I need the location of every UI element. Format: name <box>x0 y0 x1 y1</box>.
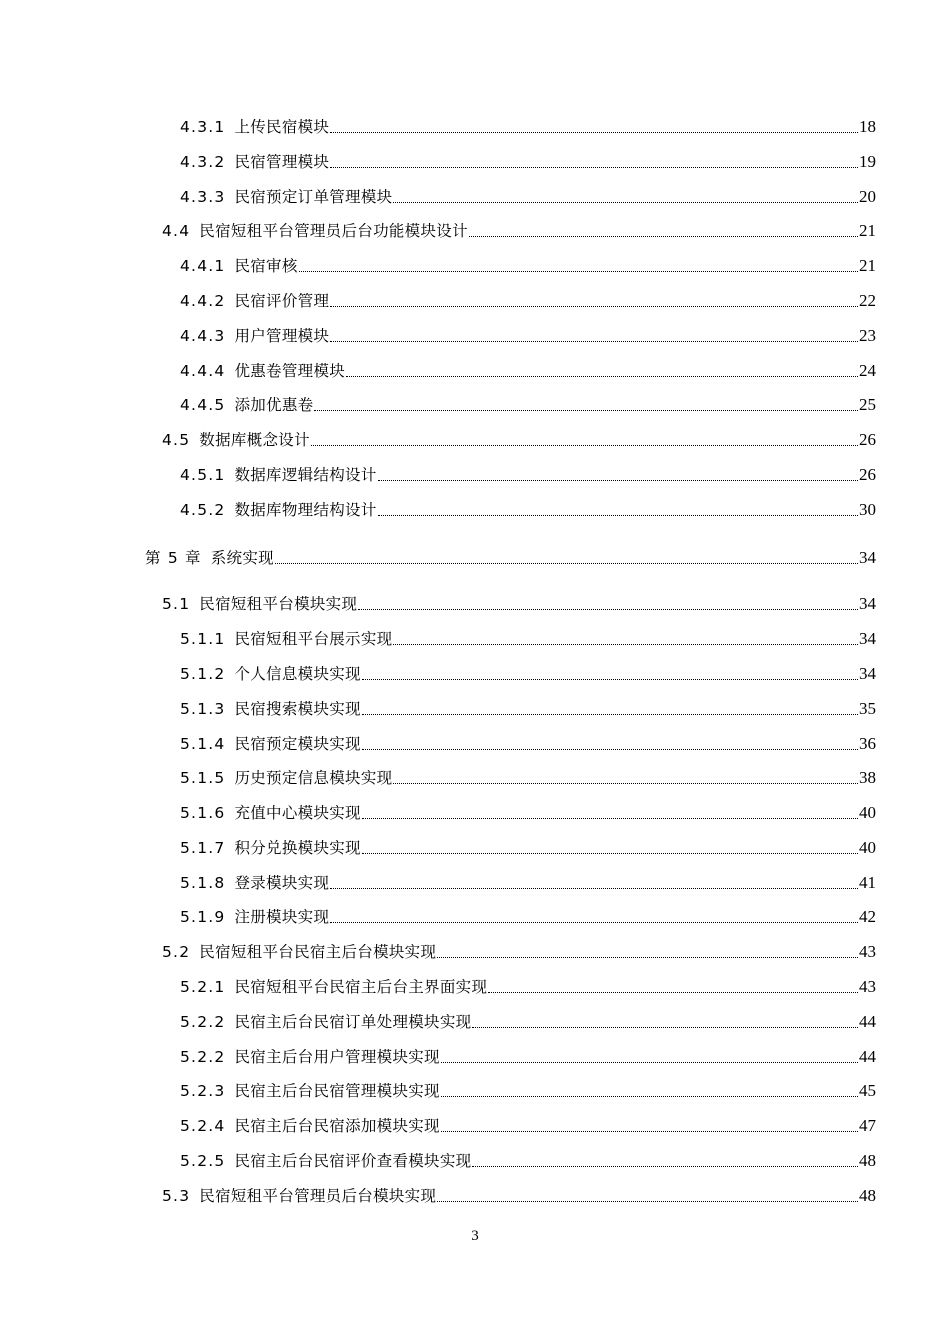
toc-entry[interactable] <box>180 253 876 279</box>
toc-entry-number: 5.1.5 <box>180 769 226 787</box>
toc-entry-number: 4.4.2 <box>180 292 226 310</box>
toc-dot-leader <box>358 609 858 610</box>
toc-entry-page: 45 <box>859 1081 876 1100</box>
toc-entry-number: 4.3.1 <box>180 118 226 136</box>
toc-entry-title: 民宿管理模块 <box>234 153 330 171</box>
toc-entry-title: 用户管理模块 <box>234 327 330 345</box>
toc-entry-title: 民宿短租平台民宿主后台模块实现 <box>199 943 437 961</box>
toc-dot-leader <box>330 306 858 307</box>
toc-entry-number: 5.1.9 <box>180 908 226 926</box>
toc-entry[interactable] <box>180 835 876 861</box>
toc-dot-leader <box>346 376 858 377</box>
toc-entry-title: 民宿短租平台民宿主后台主界面实现 <box>234 978 488 996</box>
toc-entry-page: 30 <box>859 500 876 519</box>
toc-entry-number: 4.5.2 <box>180 501 226 519</box>
toc-entry-page: 48 <box>859 1151 876 1170</box>
toc-entry-number: 5.1.6 <box>180 804 226 822</box>
toc-entry-page: 21 <box>859 256 876 275</box>
toc-entry-title: 系统实现 <box>210 549 274 567</box>
toc-entry-number: 4.3.3 <box>180 188 226 206</box>
toc-entry-page: 34 <box>859 548 876 567</box>
toc-entry[interactable] <box>180 184 876 210</box>
toc-dot-leader <box>472 1027 858 1028</box>
toc-entry[interactable] <box>162 218 876 244</box>
toc-entry-page: 25 <box>859 395 876 414</box>
toc-entry[interactable] <box>162 1183 876 1209</box>
toc-entry[interactable] <box>162 939 876 965</box>
toc-entry[interactable] <box>180 1113 876 1139</box>
toc-dot-leader <box>314 410 858 411</box>
page-number: 3 <box>471 1228 479 1244</box>
toc-entry[interactable] <box>180 323 876 349</box>
toc-entry-number: 5.1.8 <box>180 874 226 892</box>
toc-entry[interactable] <box>180 904 876 930</box>
toc-entry-page: 34 <box>859 664 876 683</box>
toc-entry[interactable] <box>180 497 876 523</box>
toc-entry-title: 登录模块实现 <box>234 874 330 892</box>
toc-entry-page: 38 <box>859 768 876 787</box>
toc-entry[interactable] <box>162 427 876 453</box>
toc-entry-title: 历史预定信息模块实现 <box>234 769 393 787</box>
toc-dot-leader <box>472 1166 858 1167</box>
toc-entry-title: 民宿预定模块实现 <box>234 735 361 753</box>
toc-entry-page: 43 <box>859 977 876 996</box>
toc-entry-number: 5.1 <box>162 595 191 613</box>
toc-dot-leader <box>330 132 858 133</box>
toc-dot-leader <box>275 563 858 564</box>
toc-dot-leader <box>330 888 858 889</box>
toc-entry[interactable] <box>180 392 876 418</box>
toc-dot-leader <box>299 271 858 272</box>
toc-entry-title: 民宿主后台用户管理模块实现 <box>234 1048 440 1066</box>
toc-entry-number: 4.5 <box>162 431 191 449</box>
toc-entry-page: 34 <box>859 594 876 613</box>
toc-entry-page: 23 <box>859 326 876 345</box>
toc-entry-page: 40 <box>859 803 876 822</box>
toc-entry[interactable] <box>180 114 876 140</box>
toc-dot-leader <box>311 445 858 446</box>
toc-dot-leader <box>469 236 858 237</box>
toc-entry-page: 44 <box>859 1012 876 1031</box>
toc-entry[interactable] <box>180 731 876 757</box>
toc-entry-title: 添加优惠卷 <box>234 396 314 414</box>
toc-entry-number: 4.4 <box>162 222 191 240</box>
toc-entry-title: 民宿短租平台展示实现 <box>234 630 393 648</box>
toc-dot-leader <box>393 783 858 784</box>
toc-entry-number: 第 5 章 <box>145 549 202 567</box>
toc-entry-title: 民宿评价管理 <box>234 292 330 310</box>
toc-dot-leader <box>362 714 858 715</box>
toc-dot-leader <box>362 749 858 750</box>
toc-entry-title: 个人信息模块实现 <box>234 665 361 683</box>
toc-dot-leader <box>362 853 858 854</box>
toc-entry-number: 5.2.4 <box>180 1117 226 1135</box>
toc-dot-leader <box>378 480 858 481</box>
toc-entry[interactable] <box>180 288 876 314</box>
toc-entry-title: 数据库概念设计 <box>199 431 310 449</box>
toc-entry-page: 41 <box>859 873 876 892</box>
toc-entry-title: 优惠卷管理模块 <box>234 362 346 380</box>
toc-entry-number: 5.2.5 <box>180 1152 226 1170</box>
toc-entry-title: 民宿主后台民宿添加模块实现 <box>234 1117 440 1135</box>
toc-entry-title: 民宿短租平台模块实现 <box>199 595 358 613</box>
toc-entry[interactable] <box>180 661 876 687</box>
toc-dot-leader <box>488 992 858 993</box>
toc-dot-leader <box>330 341 858 342</box>
toc-entry-page: 34 <box>859 629 876 648</box>
toc-entry-page: 43 <box>859 942 876 961</box>
toc-dot-leader <box>393 202 858 203</box>
toc-entry-title: 注册模块实现 <box>234 908 330 926</box>
toc-dot-leader <box>378 515 858 516</box>
toc-entry[interactable] <box>180 696 876 722</box>
toc-entry-number: 5.2.2 <box>180 1048 226 1066</box>
toc-entry[interactable] <box>180 1078 876 1104</box>
toc-entry-title: 民宿预定订单管理模块 <box>234 188 393 206</box>
toc-dot-leader <box>393 644 858 645</box>
toc-entry[interactable] <box>180 358 876 384</box>
toc-entry[interactable] <box>180 974 876 1000</box>
toc-entry-number: 4.4.4 <box>180 362 226 380</box>
toc-entry[interactable] <box>162 591 876 617</box>
toc-entry-page: 19 <box>859 152 876 171</box>
toc-entry-number: 5.1.1 <box>180 630 226 648</box>
toc-entry[interactable] <box>180 765 876 791</box>
toc-entry-number: 5.1.7 <box>180 839 226 857</box>
toc-entry-page: 44 <box>859 1047 876 1066</box>
toc-dot-leader <box>441 1096 858 1097</box>
toc-entry-number: 4.4.3 <box>180 327 226 345</box>
toc-dot-leader <box>330 167 858 168</box>
toc-entry-title: 民宿搜索模块实现 <box>234 700 361 718</box>
toc-dot-leader <box>362 818 858 819</box>
toc-entry[interactable] <box>180 870 876 896</box>
toc-entry-page: 40 <box>859 838 876 857</box>
toc-entry[interactable] <box>180 1148 876 1174</box>
toc-entry-number: 4.3.2 <box>180 153 226 171</box>
toc-dot-leader <box>437 957 858 958</box>
toc-dot-leader <box>362 679 858 680</box>
toc-entry-page: 35 <box>859 699 876 718</box>
toc-entry-title: 民宿主后台民宿订单处理模块实现 <box>234 1013 472 1031</box>
toc-entry-page: 21 <box>859 221 876 240</box>
toc-entry-title: 民宿审核 <box>234 257 298 275</box>
toc-dot-leader <box>330 922 858 923</box>
toc-entry-page: 47 <box>859 1116 876 1135</box>
toc-entry-number: 4.4.5 <box>180 396 226 414</box>
toc-entry-number: 5.3 <box>162 1187 191 1205</box>
toc-entry[interactable] <box>180 1044 876 1070</box>
toc-entry-title: 民宿短租平台管理员后台功能模块设计 <box>199 222 468 240</box>
toc-entry-title: 上传民宿模块 <box>234 118 330 136</box>
toc-entry-number: 4.5.1 <box>180 466 226 484</box>
toc-entry-page: 24 <box>859 361 876 380</box>
toc-entry-page: 20 <box>859 187 876 206</box>
toc-entry-page: 48 <box>859 1186 876 1205</box>
toc-entry-page: 26 <box>859 430 876 449</box>
toc-entry-title: 民宿主后台民宿评价查看模块实现 <box>234 1152 472 1170</box>
toc-entry-number: 5.1.4 <box>180 735 226 753</box>
toc-entry[interactable] <box>180 462 876 488</box>
toc-entry-title: 数据库逻辑结构设计 <box>234 466 377 484</box>
toc-entry-title: 积分兑换模块实现 <box>234 839 361 857</box>
toc-entry-page: 18 <box>859 117 876 136</box>
toc-entry-page: 36 <box>859 734 876 753</box>
toc-entry-number: 5.1.2 <box>180 665 226 683</box>
toc-entry[interactable] <box>180 800 876 826</box>
toc-entry-title: 数据库物理结构设计 <box>234 501 377 519</box>
toc-dot-leader <box>441 1062 858 1063</box>
toc-entry-title: 民宿主后台民宿管理模块实现 <box>234 1082 440 1100</box>
toc-entry-page: 22 <box>859 291 876 310</box>
toc-entry-title: 充值中心模块实现 <box>234 804 361 822</box>
toc-entry[interactable] <box>180 149 876 175</box>
toc-entry-title: 民宿短租平台管理员后台模块实现 <box>199 1187 437 1205</box>
toc-entry[interactable] <box>180 626 876 652</box>
toc-entry-number: 5.2.3 <box>180 1082 226 1100</box>
toc-entry-page: 26 <box>859 465 876 484</box>
toc-entry-number: 4.4.1 <box>180 257 226 275</box>
toc-entry-number: 5.2 <box>162 943 191 961</box>
toc-dot-leader <box>437 1201 858 1202</box>
toc-entry-page: 42 <box>859 907 876 926</box>
toc-entry-number: 5.1.3 <box>180 700 226 718</box>
toc-entry[interactable] <box>180 1009 876 1035</box>
toc-dot-leader <box>441 1131 858 1132</box>
toc-entry-number: 5.2.2 <box>180 1013 226 1031</box>
toc-entry-number: 5.2.1 <box>180 978 226 996</box>
toc-entry[interactable] <box>145 545 876 571</box>
